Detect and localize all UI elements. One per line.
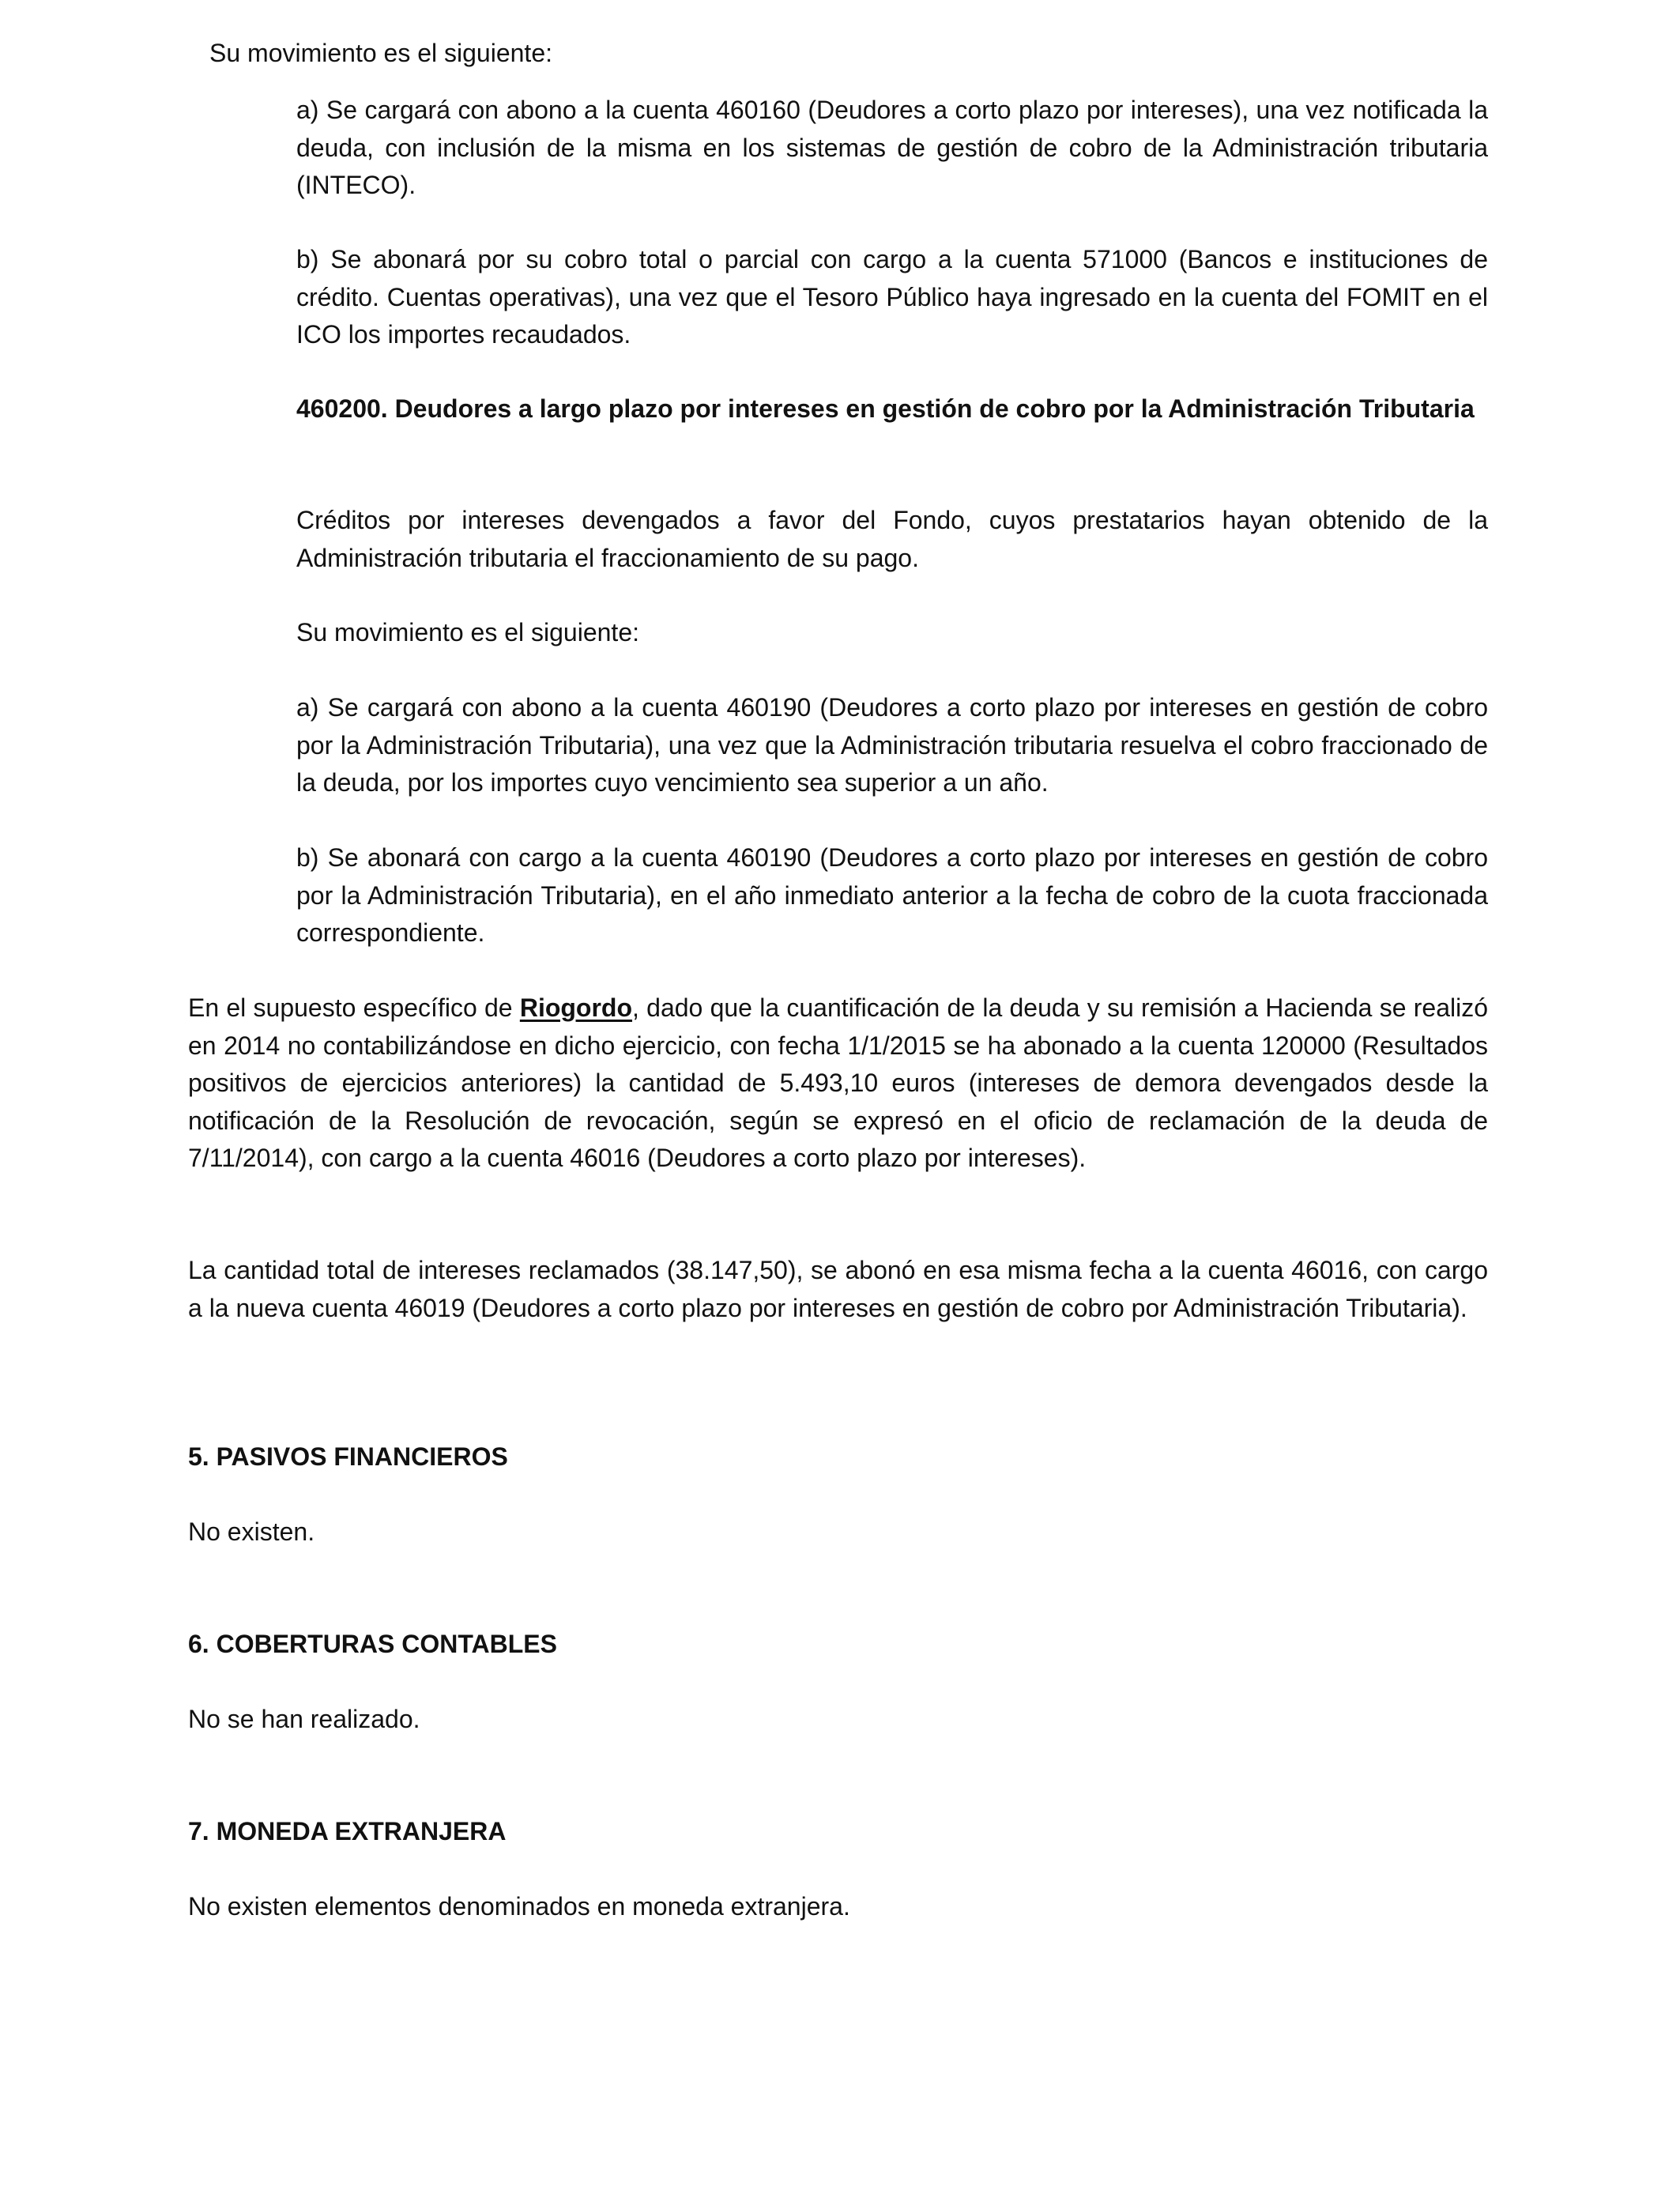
- section-5-text: No existen.: [188, 1517, 315, 1546]
- paragraph-a2: a) Se cargará con abono a la cuenta 460190 (Deudores a corto plazo por intereses en gestión de cobro por la Administración Tributaria), una vez que la Administración tributaria resuelva el cobro fraccionado de la deuda, por los importes cuyo vencimiento sea superior a un año.: [296, 693, 1488, 797]
- riogordo-prefix: En el supuesto específico de: [188, 993, 520, 1022]
- total-interest-paragraph: La cantidad total de intereses reclamados (38.147,50), se abonó en esa misma fecha a la cuenta 46016, con cargo a la nueva cuenta 46019 (Deudores a corto plazo por intereses en gestión de cobro por Administración Tributaria).: [188, 1256, 1488, 1322]
- section-6-text: No se han realizado.: [188, 1705, 420, 1733]
- riogordo-rest: , dado que la cuantificación de la deuda y su remisión a Hacienda se realizó en 2014 no contabilizándose en dicho ejercicio, con fecha 1/1/2015 se ha abonado a la cuenta 120000 (Resultados positivos de ejercicios anteriores) la cantidad de 5.493,10 euros (intereses de demora devengados desde la notificación de la Resolución de revocación, según se expresó en el oficio de reclamación de la deuda de 7/11/2014), con cargo a la cuenta 46016 (Deudores a corto plazo por intereses).: [188, 993, 1489, 1172]
- paragraph-b1: b) Se abonará por su cobro total o parcial con cargo a la cuenta 571000 (Bancos e instituciones de crédito. Cuentas operativas), una vez que el Tesoro Público haya ingresado en la cuenta del FOMIT en el ICO los importes recaudados.: [296, 245, 1488, 349]
- riogordo-name: Riogordo: [519, 993, 633, 1022]
- section-5-title: 5. PASIVOS FINANCIEROS: [188, 1442, 508, 1471]
- section-7-title: 7. MONEDA EXTRANJERA: [188, 1817, 507, 1845]
- riogordo-paragraph: [188, 990, 1488, 1178]
- paragraph-a1: a) Se cargará con abono a la cuenta 460160 (Deudores a corto plazo por intereses), una vez notificada la deuda, con inclusión de la misma en los sistemas de gestión de cobro de la Administración tributaria (INTECO).: [296, 96, 1488, 199]
- account-description: Créditos por intereses devengados a favor del Fondo, cuyos prestatarios hayan obtenido de la Administración tributaria el fraccionamiento de su pago.: [296, 506, 1488, 572]
- intro-line: Su movimiento es el siguiente:: [209, 39, 552, 67]
- section-7-text: No existen elementos denominados en moneda extranjera.: [188, 1892, 850, 1921]
- movement-line: Su movimiento es el siguiente:: [296, 618, 639, 647]
- account-heading: 460200. Deudores a largo plazo por intereses en gestión de cobro por la Administración Tributaria: [296, 394, 1475, 423]
- paragraph-b2: b) Se abonará con cargo a la cuenta 460190 (Deudores a corto plazo por intereses en gestión de cobro por la Administración Tributaria), en el año inmediato anterior a la fecha de cobro de la cuota fraccionada correspondiente.: [296, 843, 1488, 947]
- section-6-title: 6. COBERTURAS CONTABLES: [188, 1630, 557, 1658]
